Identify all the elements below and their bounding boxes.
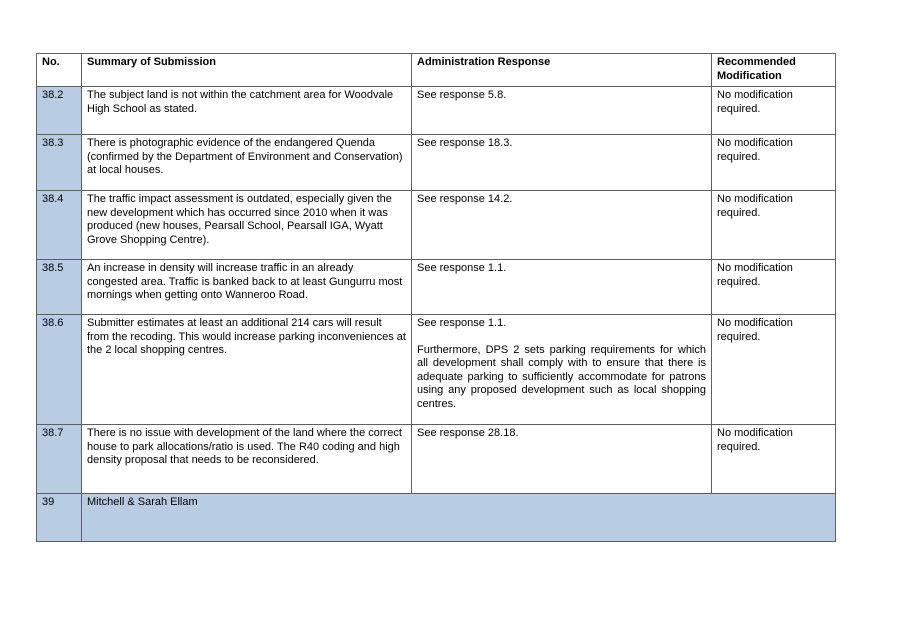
group-row bbox=[37, 494, 836, 542]
row-response-extra: Furthermore, DPS 2 sets parking requirements for which all development shall comply with to ensure that there is adequate parking to sufficiently accommodate for patrons using any proposed development such as local shopping centres. bbox=[417, 343, 706, 410]
row-response bbox=[412, 425, 712, 494]
submissions-table bbox=[36, 53, 836, 542]
row-modification: No modification required. bbox=[712, 191, 836, 260]
row-number: 38.5 bbox=[37, 260, 82, 315]
row-number: 38.3 bbox=[37, 135, 82, 191]
row-modification: No modification required. bbox=[712, 425, 836, 494]
table-row bbox=[37, 191, 836, 260]
table-row bbox=[37, 315, 836, 425]
row-response bbox=[412, 191, 712, 260]
row-modification: No modification required. bbox=[712, 87, 836, 135]
row-summary: There is photographic evidence of the endangered Quenda (confirmed by the Department of Environment and Conservation) at local houses. bbox=[82, 135, 412, 191]
group-number: 39 bbox=[37, 494, 82, 542]
header-summary: Summary of Submission bbox=[82, 54, 412, 87]
row-number: 38.6 bbox=[37, 315, 82, 425]
row-summary: There is no issue with development of the land where the correct house to park allocations/ratio is used. The R40 coding and high density proposal that needs to be reconsidered. bbox=[82, 425, 412, 494]
table-row bbox=[37, 87, 836, 135]
header-no: No. bbox=[37, 54, 82, 87]
row-response-text: See response 5.8. bbox=[417, 89, 507, 101]
row-modification: No modification required. bbox=[712, 135, 836, 191]
table-row bbox=[37, 260, 836, 315]
row-number: 38.4 bbox=[37, 191, 82, 260]
row-modification: No modification required. bbox=[712, 260, 836, 315]
row-response bbox=[412, 135, 712, 191]
table-row bbox=[37, 425, 836, 494]
row-response bbox=[412, 315, 712, 425]
row-summary: Submitter estimates at least an additional 214 cars will result from the recoding. This would increase parking inconveniences at the 2 local shopping centres. bbox=[82, 315, 412, 425]
row-response-text: See response 28.18. bbox=[417, 427, 519, 439]
row-response bbox=[412, 260, 712, 315]
header-response: Administration Response bbox=[412, 54, 712, 87]
row-response-text: See response 1.1. bbox=[417, 262, 507, 274]
row-summary: The subject land is not within the catchment area for Woodvale High School as stated. bbox=[82, 87, 412, 135]
table-row bbox=[37, 135, 836, 191]
row-response-text: See response 18.3. bbox=[417, 137, 513, 149]
table-header-row bbox=[37, 54, 836, 87]
group-submitter: Mitchell & Sarah Ellam bbox=[82, 494, 836, 542]
row-number: 38.2 bbox=[37, 87, 82, 135]
row-modification: No modification required. bbox=[712, 315, 836, 425]
row-summary: The traffic impact assessment is outdated, especially given the new development which has occurred since 2010 when it was produced (new houses, Pearsall School, Pearsall IGA, Wyatt Grove Shopping Centre). bbox=[82, 191, 412, 260]
header-modification: Recommended Modification bbox=[712, 54, 836, 87]
row-response bbox=[412, 87, 712, 135]
row-response-text: See response 1.1. bbox=[417, 317, 507, 329]
row-number: 38.7 bbox=[37, 425, 82, 494]
row-response-text: See response 14.2. bbox=[417, 193, 513, 205]
row-summary: An increase in density will increase traffic in an already congested area. Traffic is banked back to at least Gungurru most mornings when getting onto Wanneroo Road. bbox=[82, 260, 412, 315]
